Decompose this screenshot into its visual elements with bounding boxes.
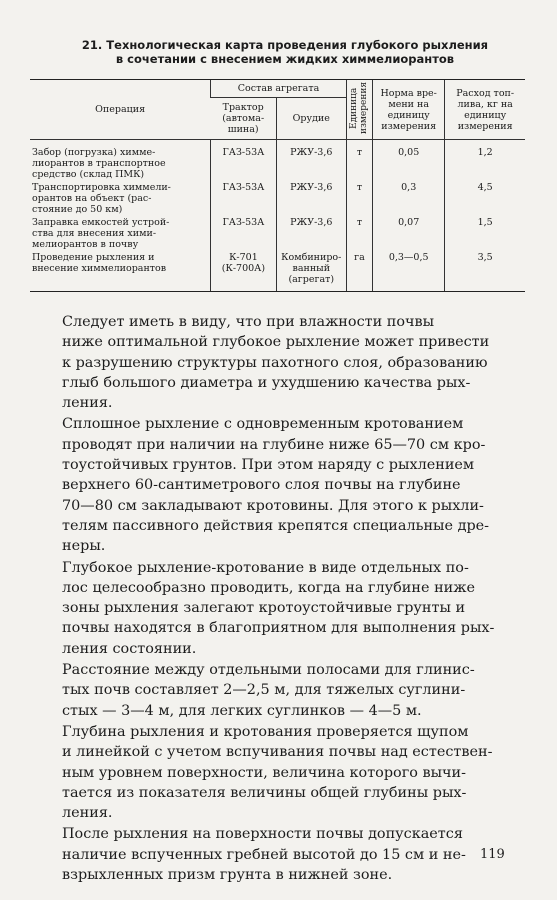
header-tractor: Трактор (автома- шина): [211, 97, 276, 139]
cell-tractor: [211, 140, 276, 182]
paragraph: [62, 312, 500, 413]
paragraph-line: глыб большого диаметра и ухудшению качества рых-: [62, 374, 471, 391]
cell-operation: [30, 140, 211, 182]
cell-operation: [30, 251, 211, 292]
table-row: [30, 216, 525, 251]
cell-operation-line: Транспортировка химмели-: [32, 182, 171, 193]
paragraph-line: взрыхленных призм грунта в нижней зоне.: [62, 867, 393, 884]
paragraph-line: Расстояние между отдельными полосами для глинис-: [62, 662, 475, 679]
paragraph-line: 70—80 см закладывают кротовины. Для этого к рыхли-: [62, 497, 484, 514]
cell-tool-line: Комбиниро-: [281, 252, 342, 263]
table-row: [30, 140, 525, 182]
paragraph-line: Глубокое рыхление-кротование в виде отдельных по-: [62, 559, 469, 576]
cell-fuel: 1,5: [445, 216, 525, 251]
cell-fuel: 4,5: [445, 181, 525, 216]
paragraph-line: ления.: [62, 805, 113, 822]
paragraph-line: телям пассивного действия крепятся специальные дре-: [62, 517, 490, 534]
cell-unit: га: [346, 251, 372, 292]
paragraph-line: почвы находятся в благоприятном для выполнения рых-: [62, 620, 495, 637]
cell-operation-line: ства для внесения хими-: [32, 228, 157, 239]
cell-operation-line: Забор (погрузка) химме-: [32, 147, 156, 158]
paragraph-line: неры.: [62, 538, 106, 555]
table-body: [30, 140, 525, 292]
body-text: [62, 312, 500, 886]
page-number: 119: [480, 847, 505, 862]
cell-operation-line: мелиорантов в почву: [32, 239, 139, 250]
table-title-line: 21. Технологическая карта проведения глубокого рыхления: [81, 38, 489, 52]
cell-time-norm: 0,3: [373, 181, 445, 216]
paragraph-line: ниже оптимальной глубокое рыхление может привести: [62, 334, 490, 351]
cell-tool-line: (агрегат): [288, 274, 335, 285]
header-unit: Единица измерения: [346, 80, 372, 140]
cell-tool: [276, 251, 346, 292]
cell-time-norm: 0,07: [373, 216, 445, 251]
paragraph-line: ления.: [62, 395, 113, 412]
paragraph-line: ления состоянии.: [62, 640, 197, 657]
header-time-norm: Норма вре- мени на единицу измерения: [373, 80, 445, 140]
paragraph-line: проводят при наличии на глубине ниже 65—70 см кро-: [62, 436, 486, 453]
cell-operation-line: Проведение рыхления и: [32, 252, 155, 263]
header-operation: Операция: [30, 80, 211, 140]
technology-table: [30, 79, 525, 292]
table-row: [30, 181, 525, 216]
cell-fuel: 3,5: [445, 251, 525, 292]
table-title-line: в сочетании с внесением жидких химмелиорантов: [115, 52, 455, 66]
paragraph-line: тается из показателя величины общей глубины рых-: [62, 784, 467, 801]
cell-tractor-line: (К-700А): [221, 263, 266, 274]
cell-tool-line: ванный: [292, 263, 331, 274]
paragraph-line: После рыхления на поверхности почвы допускается: [62, 826, 463, 843]
cell-tool: [276, 181, 346, 216]
paragraph-line: тых почв составляет 2—2,5 м, для тяжелых суглини-: [62, 682, 466, 699]
paragraph: [62, 558, 500, 659]
paragraph-line: и линейкой с учетом вспучивания почвы над естествен-: [62, 744, 493, 761]
paragraph: [62, 660, 500, 721]
paragraph-line: к разрушению структуры пахотного слоя, образованию: [62, 354, 488, 371]
header-tool: Орудие: [276, 97, 346, 139]
cell-operation-line: внесение химмелиорантов: [32, 263, 167, 274]
paragraph-line: тоустойчивых грунтов. При этом наряду с рыхлением: [62, 457, 475, 474]
paragraph: [62, 722, 500, 823]
cell-operation-line: Заправка емкостей устрой-: [32, 217, 170, 228]
header-unit-composition: Состав агрегата: [211, 80, 347, 98]
cell-time-norm: 0,3—0,5: [373, 251, 445, 292]
cell-tractor-line: ГАЗ-53А: [222, 217, 265, 228]
paragraph-line: Сплошное рыхление с одновременным кротованием: [62, 416, 464, 433]
table-title: [40, 38, 530, 66]
cell-tractor-line: ГАЗ-53А: [222, 182, 265, 193]
paragraph-line: Следует иметь в виду, что при влажности почвы: [62, 314, 435, 330]
cell-unit: т: [346, 181, 372, 216]
cell-operation: [30, 181, 211, 216]
paragraph-line: наличие вспученных гребней высотой до 15 см и не-: [62, 846, 466, 863]
paragraph-line: ным уровнем поверхности, величина которого вычи-: [62, 764, 467, 781]
cell-tool: [276, 216, 346, 251]
cell-unit: т: [346, 140, 372, 182]
paragraph-line: лос целесообразно проводить, когда на глубине ниже: [62, 579, 476, 596]
cell-fuel: 1,2: [445, 140, 525, 182]
cell-tractor-line: К-701: [229, 252, 258, 263]
cell-tractor: [211, 181, 276, 216]
paragraph-line: верхнего 60-сантиметрового слоя почвы на глубине: [62, 477, 461, 494]
paragraph: [62, 414, 500, 556]
cell-tractor: [211, 251, 276, 292]
cell-operation: [30, 216, 211, 251]
cell-unit: т: [346, 216, 372, 251]
cell-tool-line: РЖУ-3,6: [290, 182, 333, 193]
paragraph-line: стых — 3—4 м, для легких суглинков — 4—5 м.: [62, 702, 422, 719]
paragraph-line: Глубина рыхления и кротования проверяется щупом: [62, 723, 469, 740]
cell-tool-line: РЖУ-3,6: [290, 217, 333, 228]
paragraph: [62, 824, 500, 885]
cell-time-norm: 0,05: [373, 140, 445, 182]
cell-tractor-line: ГАЗ-53А: [222, 147, 265, 158]
paragraph-line: зоны рыхления залегают кротоустойчивые грунты и: [62, 600, 466, 617]
cell-tractor: [211, 216, 276, 251]
cell-operation-line: лиорантов в транспортное: [32, 158, 166, 169]
cell-operation-line: орантов на объект (рас-: [32, 193, 152, 204]
cell-tool: [276, 140, 346, 182]
cell-tool-line: РЖУ-3,6: [290, 147, 333, 158]
table-row: [30, 251, 525, 292]
header-fuel: Расход топ- лива, кг на единицу измерения: [445, 80, 525, 140]
cell-operation-line: средство (склад ПМК): [32, 169, 145, 180]
cell-operation-line: стояние до 50 км): [32, 204, 123, 215]
